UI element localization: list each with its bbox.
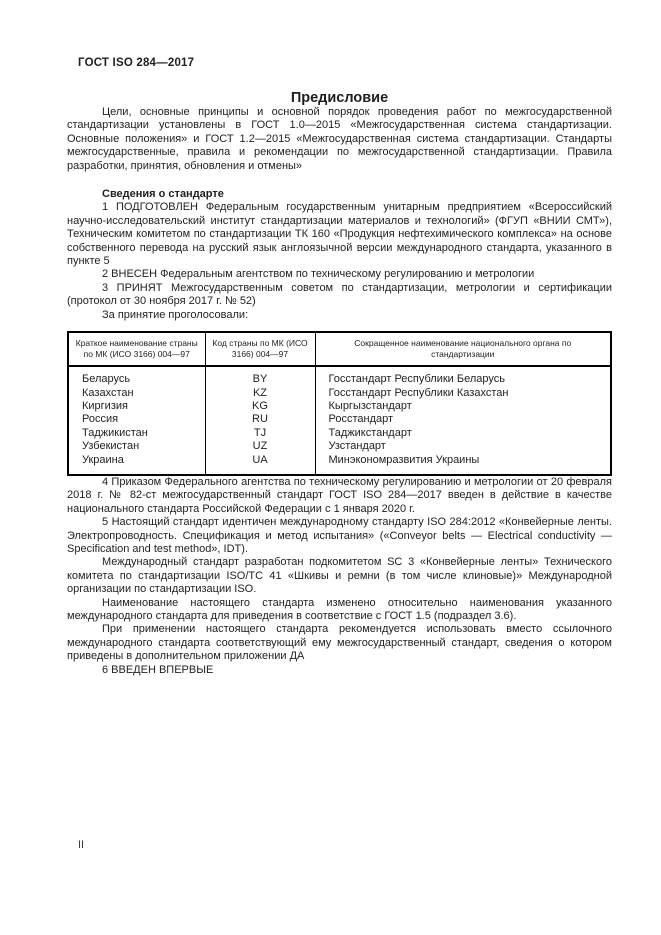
- vote-table-header-country: Краткое наименование страны по МК (ИСО 3166) 004—97: [68, 332, 205, 366]
- cell-org: Минэкономразвития Украины: [315, 454, 611, 475]
- info-item-5-para-3: Наименование настоящего стандарта изменено относительно наименования указанного международного стандарта для приведения в соответствие с ГОСТ 1.5 (подраздел 3.6).: [67, 596, 612, 622]
- section-heading: Сведения о стандарте: [102, 188, 224, 201]
- cell-country: Россия: [82, 413, 119, 426]
- table-row: [68, 454, 611, 475]
- vote-table-header-code: Код страны по МК (ИСО 3166) 004—97: [205, 332, 315, 366]
- cell-country: Узбекистан: [82, 440, 140, 453]
- vote-table-header-row: [68, 332, 611, 366]
- cell-country: Беларусь: [82, 373, 131, 386]
- table-row: [68, 387, 611, 400]
- table-row: [68, 400, 611, 413]
- vote-table-header-org: Сокращенное наименование национального органа по стандартизации: [315, 332, 611, 366]
- info-item-4: 4 Приказом Федерального агентства по техническому регулированию и метрологии от 20 февраля 2018 г. № 82-ст межгосударственный стандарт ГОСТ ISO 284—2017 введен в действие в качестве национального стандарта Российской Федерации с 1 января 2020 г.: [67, 475, 612, 515]
- cell-code: UZ: [205, 440, 315, 453]
- info-item-2: 2 ВНЕСЕН Федеральным агентством по техническому регулированию и метрологии: [102, 268, 535, 281]
- table-row: [68, 413, 611, 426]
- doc-number: ГОСТ ISO 284—2017: [78, 57, 195, 69]
- table-row: [68, 366, 611, 386]
- cell-org: Госстандарт Республики Беларусь: [315, 366, 611, 386]
- page-title: Предисловие: [290, 90, 389, 106]
- vote-table: [67, 331, 612, 476]
- page-number: II: [78, 839, 85, 851]
- cell-country: Казахстан: [82, 386, 134, 399]
- cell-org: Таджикстандарт: [315, 427, 611, 440]
- cell-org: Росстандарт: [315, 413, 611, 426]
- cell-org: Узстандарт: [315, 440, 611, 453]
- cell-org: Госстандарт Республики Казахстан: [315, 387, 611, 400]
- table-row: [68, 427, 611, 440]
- page-content: [67, 0, 612, 677]
- cell-org: Кыргызстандарт: [315, 400, 611, 413]
- cell-code: KG: [205, 400, 315, 413]
- info-item-5-para-4: При применении настоящего стандарта рекомендуется использовать вместо ссылочного международного стандарта соответствующий ему межгосударственный стандарт, сведения о котором приведены в дополнительном приложении ДА: [67, 623, 612, 663]
- table-row: [68, 440, 611, 453]
- cell-code: UA: [205, 454, 315, 475]
- cell-country: Киргизия: [82, 399, 128, 412]
- cell-code: RU: [205, 413, 315, 426]
- cell-country: Таджикистан: [82, 426, 148, 439]
- intro-paragraph: Цели, основные принципы и основной порядок проведения работ по межгосударственной стандартизации установлены в ГОСТ 1.0—2015 «Межгосударственная система стандартизации. Основные положения» и ГОСТ 1.2—2015 «Межгосударственная система стандартизации. Стандарты межгосударственные, правила и рекомендации по межгосударственной стандартизации. Правила разработки, принятия, обновления и отмены»: [67, 106, 612, 172]
- info-item-1: 1 ПОДГОТОВЛЕН Федеральным государственным унитарным предприятием «Всероссийский научно-исследовательский институт стандартизации материалов и технологий» (ФГУП «ВНИИ СМТ»), Техническим комитетом по стандартизации ТК 160 «Продукция нефтехимического комплекса» на основе собственного перевода на русский язык англоязычной версии международного стандарта, указанного в пункте 5: [67, 201, 612, 268]
- info-item-6: 6 ВВЕДЕН ВПЕРВЫЕ: [102, 663, 214, 676]
- info-item-3: 3 ПРИНЯТ Межгосударственным советом по стандартизации, метрологии и сертификации (протокол от 30 ноября 2017 г. № 52): [67, 281, 612, 308]
- cell-code: TJ: [205, 427, 315, 440]
- cell-code: KZ: [205, 387, 315, 400]
- info-item-5-para-2: Международный стандарт разработан подкомитетом SC 3 «Конвейерные ленты» Технического комитета по стандартизации ISO/TC 41 «Шкивы и ремни (в том числе клиновые)» Международной организации по стандартизации ISO.: [67, 556, 612, 596]
- cell-code: BY: [205, 366, 315, 386]
- info-item-5-para-1: 5 Настоящий стандарт идентичен международному стандарту ISO 284:2012 «Конвейерные ленты. Электропроводность. Спецификация и метод испытания» («Conveyor belts — Electrical conductivity — Specification and test method», IDT).: [67, 516, 612, 555]
- cell-country: Украина: [82, 453, 124, 466]
- vote-caption: За принятие проголосовали:: [102, 308, 249, 321]
